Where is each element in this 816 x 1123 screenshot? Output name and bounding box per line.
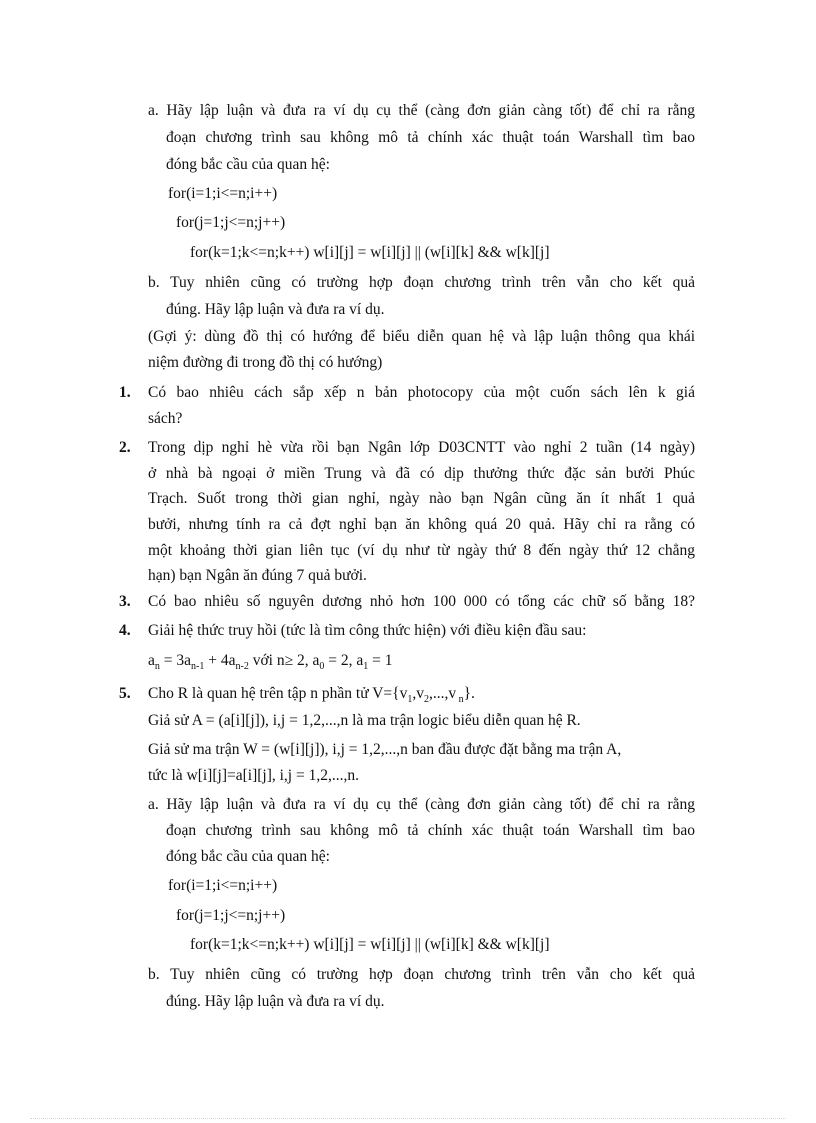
question-4-line1: Giải hệ thức truy hồi (tức là tìm công thức hiện) với điều kiện đầu sau: xyxy=(148,622,587,639)
question-1-line2: sách? xyxy=(148,410,183,427)
code-line-middle-bottom: for(j=1;j<=n;j++) xyxy=(176,907,286,924)
code-line-inner: for(k=1;k<=n;k++) w[i][j] = w[i][j] || (w[i][k] && w[k][j] xyxy=(190,244,550,261)
code-line-outer: for(i=1;i<=n;i++) xyxy=(168,185,278,202)
question-1-number: 1. xyxy=(119,384,131,401)
question-5-line2: Giả sử A = (a[i][j]), i,j = 1,2,...,n là ma trận logic biểu diễn quan hệ R. xyxy=(148,712,581,729)
q5-line1-text: Cho R là quan hệ trên tập n phần tử V={v xyxy=(148,685,408,702)
question-2-number: 2. xyxy=(119,439,131,456)
q5-comma1: ,v xyxy=(412,685,424,702)
eq-end: = 1 xyxy=(368,652,393,669)
question-2-line5: một khoảng thời gian liên tục (ví dụ như từ ngày thứ 8 đến ngày thứ 12 chẳng xyxy=(148,542,695,559)
question-3-line1: Có bao nhiêu số nguyên dương nhỏ hơn 100 000 có tổng các chữ số bằng 18? xyxy=(148,593,695,610)
question-5-line3: Giả sử ma trận W = (w[i][j]), i,j = 1,2,...,n ban đầu được đặt bằng ma trận A, xyxy=(148,741,622,758)
part-a-top-line1: a. Hãy lập luận và đưa ra ví dụ cụ thể (càng đơn giản càng tốt) để chỉ ra rằng xyxy=(148,102,695,119)
question-2-line4: bưởi, nhưng tính ra cả đợt nghỉ bạn ăn không quá 20 quả. Hãy chỉ ra rằng có xyxy=(148,516,695,533)
part-a-top-line2: đoạn chương trình sau không mô tả chính xác thuật toán Warshall tìm bao xyxy=(166,129,695,146)
question-3-number: 3. xyxy=(119,593,131,610)
code-line-middle: for(j=1;j<=n;j++) xyxy=(176,214,286,231)
eq-a: a xyxy=(148,652,155,669)
recurrence-equation xyxy=(148,651,392,677)
part-b-bottom-line1: b. Tuy nhiên cũng có trường hợp đoạn chương trình trên vẫn cho kết quả xyxy=(148,966,695,983)
question-1-line1: Có bao nhiêu cách sắp xếp n bản photocopy của một cuốn sách lên k giá xyxy=(148,384,695,401)
eq-mid3: với n≥ 2, a xyxy=(248,652,320,669)
question-4-number: 4. xyxy=(119,622,131,639)
eq-sub-1: 1 xyxy=(363,661,369,673)
code-line-outer-bottom: for(i=1;i<=n;i++) xyxy=(168,877,278,894)
eq-sub-n: n xyxy=(154,661,160,673)
question-2-line3: Trạch. Suốt trong thời gian nghỉ, ngày nào bạn Ngân cũng ăn ít nhất 1 quả xyxy=(148,490,695,507)
question-5-number: 5. xyxy=(119,685,131,702)
q5-sub-n: n xyxy=(456,694,464,706)
question-5-line1 xyxy=(148,684,475,710)
part-b-bottom-line2: đúng. Hãy lập luận và đưa ra ví dụ. xyxy=(166,993,385,1010)
part-a-bottom-line2: đoạn chương trình sau không mô tả chính xác thuật toán Warshall tìm bao xyxy=(166,822,695,839)
part-a-top-line3: đóng bắc cầu của quan hệ: xyxy=(166,156,330,173)
page-bottom-divider xyxy=(30,1118,786,1119)
part-b-top-line1: b. Tuy nhiên cũng có trường hợp đoạn chương trình trên vẫn cho kết quả xyxy=(148,274,695,291)
eq-sub-0: 0 xyxy=(319,661,325,673)
question-2-line6: hạn) bạn Ngân ăn đúng 7 quả bưởi. xyxy=(148,567,367,584)
question-2-line2: ở nhà bà ngoại ở miền Trung và đã có dịp thưởng thức đặc sản bưởi Phúc xyxy=(148,465,695,482)
eq-mid4: = 2, a xyxy=(324,652,364,669)
eq-mid2: + 4a xyxy=(204,652,236,669)
q5-close: }. xyxy=(463,685,475,702)
code-line-inner-bottom: for(k=1;k<=n;k++) w[i][j] = w[i][j] || (w[i][k] && w[k][j] xyxy=(190,936,550,953)
q5-sub-2: 2 xyxy=(423,694,429,706)
eq-sub-n2: n-2 xyxy=(235,661,249,673)
question-2-line1: Trong dịp nghỉ hè vừa rồi bạn Ngân lớp D03CNTT vào nghỉ 2 tuần (14 ngày) xyxy=(148,439,695,456)
part-b-top-line2: đúng. Hãy lập luận và đưa ra ví dụ. xyxy=(166,301,385,318)
q5-comma2: ,...,v xyxy=(428,685,457,702)
q5-sub-1: 1 xyxy=(407,694,413,706)
part-a-bottom-line1: a. Hãy lập luận và đưa ra ví dụ cụ thể (càng đơn giản càng tốt) để chỉ ra rằng xyxy=(148,796,695,813)
eq-sub-n1: n-1 xyxy=(191,661,205,673)
hint-line2: niệm đường đi trong đồ thị có hướng) xyxy=(148,354,383,371)
part-a-bottom-line3: đóng bắc cầu của quan hệ: xyxy=(166,848,330,865)
eq-mid1: = 3a xyxy=(159,652,192,669)
question-5-line4: tức là w[i][j]=a[i][j], i,j = 1,2,...,n. xyxy=(148,767,359,784)
hint-line1: (Gợi ý: dùng đồ thị có hướng để biểu diễn quan hệ và lập luận thông qua khái xyxy=(148,328,695,345)
